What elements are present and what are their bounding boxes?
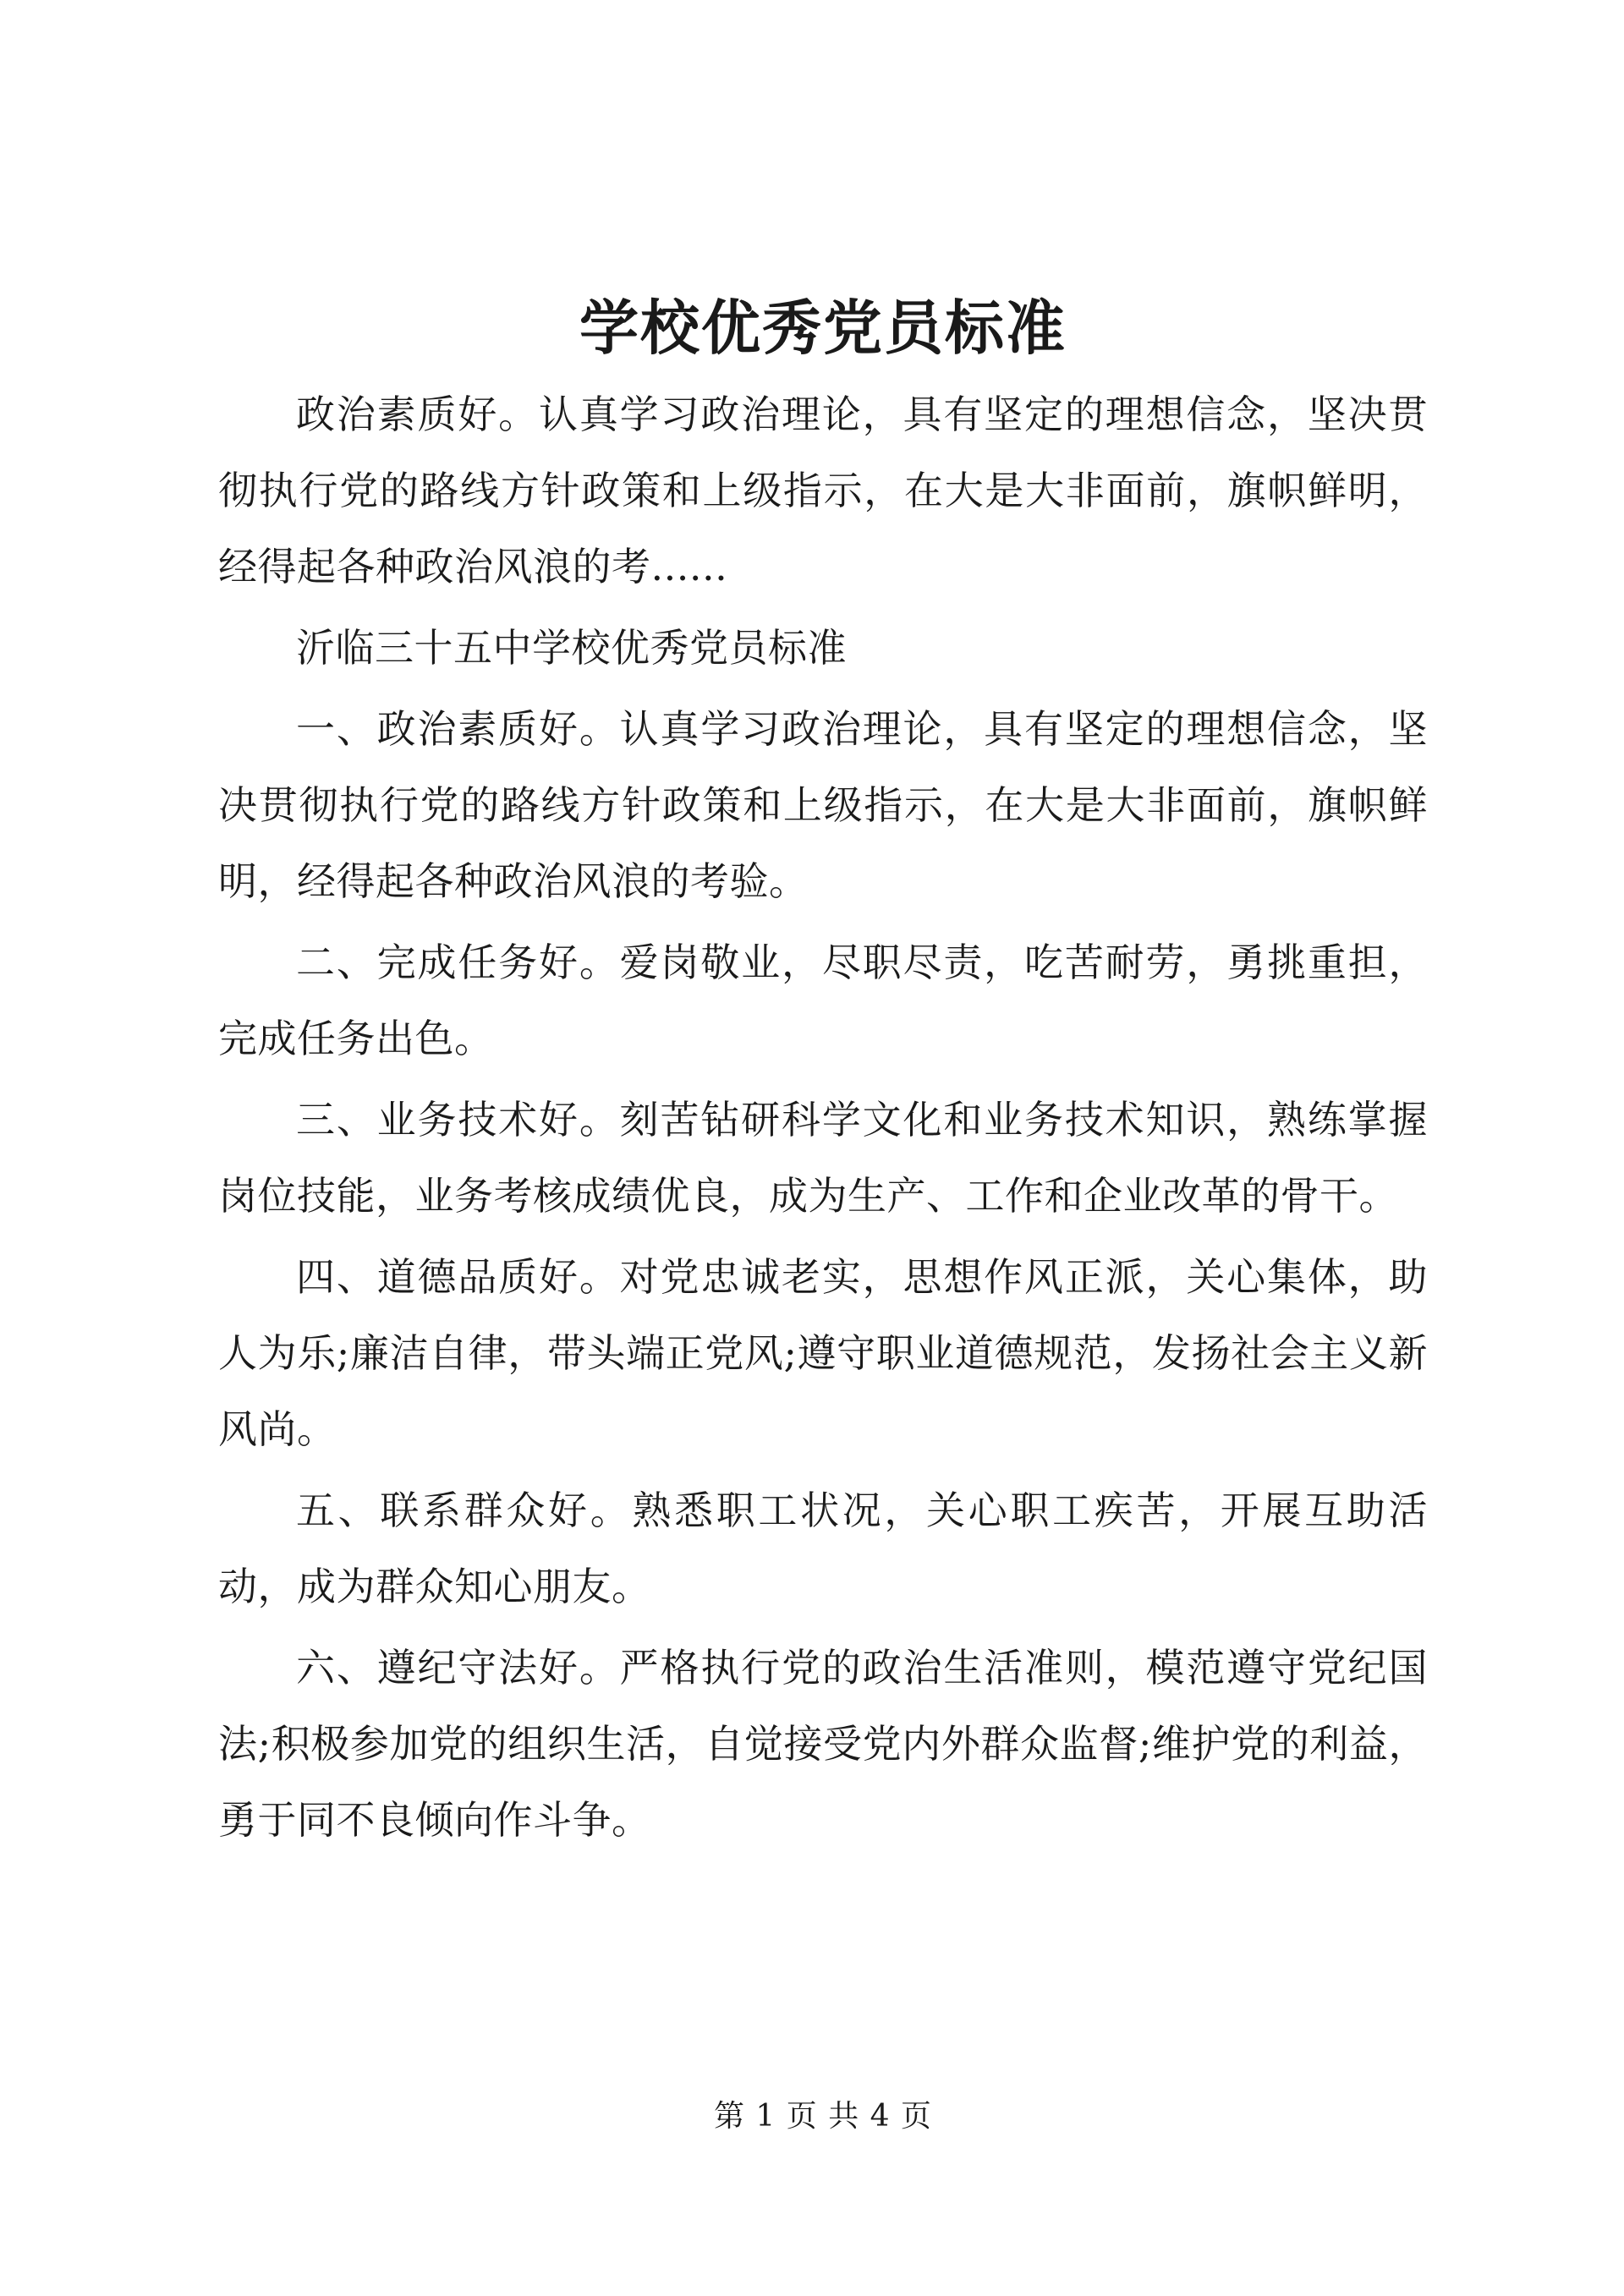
standard-item-3: 三、业务技术好。刻苦钻研科学文化和业务技术知识，熟练掌握岗位技能，业务考核成绩优良，成为生产、工作和企业改革的骨干。: [218, 1097, 1428, 1219]
standard-item-2: 二、完成任务好。爱岗敬业，尽职尽责，吃苦耐劳，勇挑重担，完成任务出色。: [218, 940, 1428, 1061]
page-footer: 第 1 页 共 4 页: [713, 2099, 933, 2134]
intro-paragraph: 政治素质好。认真学习政治理论，具有坚定的理想信念，坚决贯彻执行党的路线方针政策和上级指示，在大是大非面前，旗帜鲜明，经得起各种政治风浪的考......: [218, 392, 1428, 589]
document-title: 学校优秀党员标准: [579, 293, 1067, 363]
standard-item-5: 五、联系群众好。熟悉职工状况，关心职工疾苦，开展互助活动，成为群众知心朋友。: [218, 1488, 1428, 1609]
document-body: [218, 376, 1428, 1863]
document-page: [218, 0, 1428, 2296]
standard-item-6: 六、遵纪守法好。严格执行党的政治生活准则，模范遵守党纪国法;积极参加党的组织生活，自觉接受党内外群众监督;维护党的利益，勇于同不良倾向作斗争。: [218, 1645, 1428, 1843]
school-heading-paragraph: 沂临三十五中学校优秀党员标准: [296, 625, 847, 671]
standard-item-4: 四、道德品质好。对党忠诚老实，思想作风正派，关心集体，助人为乐;廉洁自律，带头端正党风;遵守职业道德规范，发扬社会主义新风尚。: [218, 1254, 1428, 1452]
standard-item-1: 一、政治素质好。认真学习政治理论，具有坚定的理想信念，坚决贯彻执行党的路线方针政策和上级指示，在大是大非面前，旗帜鲜明，经得起各种政治风浪的考验。: [218, 706, 1428, 904]
